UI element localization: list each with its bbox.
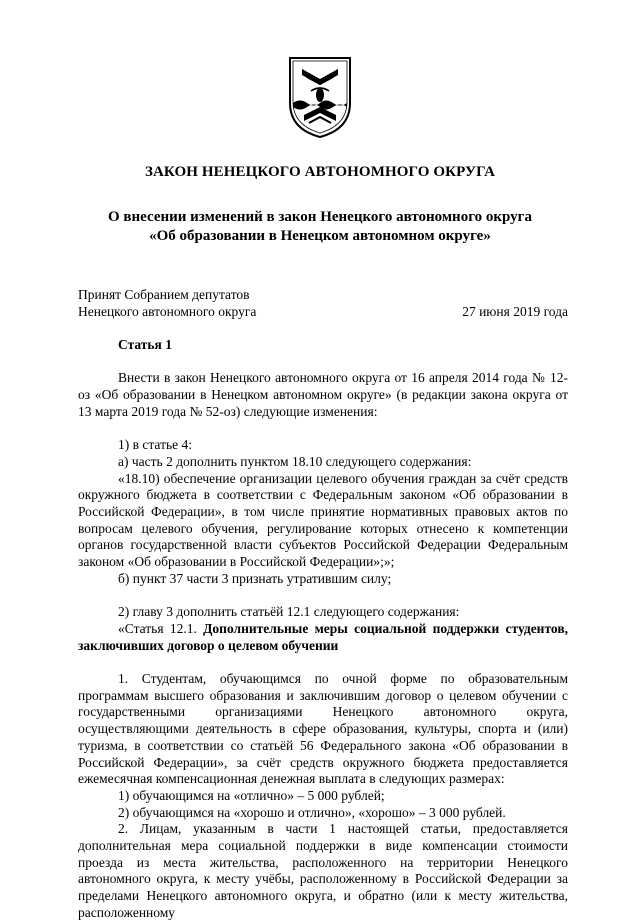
adoption-date: 27 июня 2019 года xyxy=(462,304,568,319)
subtitle-line-1: О внесении изменений в закон Ненецкого автономного округа xyxy=(107,209,532,225)
law-title: ЗАКОН НЕНЕЦКОГО АВТОНОМНОГО ОКРУГА xyxy=(144,164,496,180)
item-1a-text: «18.10) обеспечение организации целевого обучения граждан за счёт средств окружного бюджета в соответствии с Федеральным законом «Об образовании в Российской Федерации», в том числе принятие нормативных правовых актов по вопросам целевого обучения, регулирование которых отнесено к компетенции органов государственной власти субъектов Российской Федерации Федеральным законом «Об образовании в Российской Федерации»;»; xyxy=(78,470,568,570)
item-1: 1) в статье 4: xyxy=(118,437,192,453)
new-article-prefix: «Статья 12.1. xyxy=(118,620,197,636)
part-1-item-1: 1) обучающимся на «отлично» – 5 000 рублей; xyxy=(118,787,385,803)
part-1: 1. Студентам, обучающимся по очной форме по образовательным программам высшего образования и заключившим договор о целевом обучении с государственными организациями Ненецкого автономного округа, осуществляющими деятельность в сфере образования, культуры, спорта и (или) туризма, в соответствии со статьёй 56 Федерального закона «Об образовании в Российской Федерации», за счёт средств окружного бюджета предоставляется ежемесячная компенсационная денежная выплата в следующих размерах: xyxy=(78,671,568,787)
article-intro: Внести в закон Ненецкого автономного округа от 16 апреля 2014 года № 12-оз «Об образовании в Ненецком автономном округе» (в редакции закона округа от 13 марта 2019 года № 52-оз) следующие изменения: xyxy=(78,370,568,419)
item-2: 2) главу 3 дополнить статьёй 12.1 следующего содержания: xyxy=(118,604,460,620)
new-article-heading xyxy=(78,621,568,654)
adoption-line-1: Принят Собранием депутатов xyxy=(78,287,250,302)
item-1a: а) часть 2 дополнить пунктом 18.10 следующего содержания: xyxy=(118,453,472,469)
article-heading: Статья 1 xyxy=(118,337,172,352)
subtitle-line-2: «Об образовании в Ненецком автономном округе» xyxy=(149,228,491,244)
coat-of-arms-icon xyxy=(287,55,353,139)
part-1-item-2: 2) обучающимся на «хорошо и отлично», «хорошо» – 3 000 рублей. xyxy=(118,804,506,820)
law-subtitle xyxy=(0,208,640,246)
new-article-title: Дополнительные меры социальной поддержки студентов, заключивших договор о целевом обучении xyxy=(78,620,568,653)
item-1b: б) пункт 37 части 3 признать утратившим силу; xyxy=(118,570,392,586)
law-body xyxy=(78,337,568,922)
adoption-line-2: Ненецкого автономного округа xyxy=(78,304,257,319)
part-2: 2. Лицам, указанным в части 1 настоящей статьи, предоставляется дополнительная мера социальной поддержки в виде компенсации стоимости проезда из места жительства, расположенного на территории Ненецкого автономного округа, к месту учёбы, расположенному в Российской Федерации за пределами Ненецкого автономного округа, и обратно (или к месту жительства, расположенному xyxy=(78,821,568,920)
adoption-block xyxy=(78,286,568,320)
